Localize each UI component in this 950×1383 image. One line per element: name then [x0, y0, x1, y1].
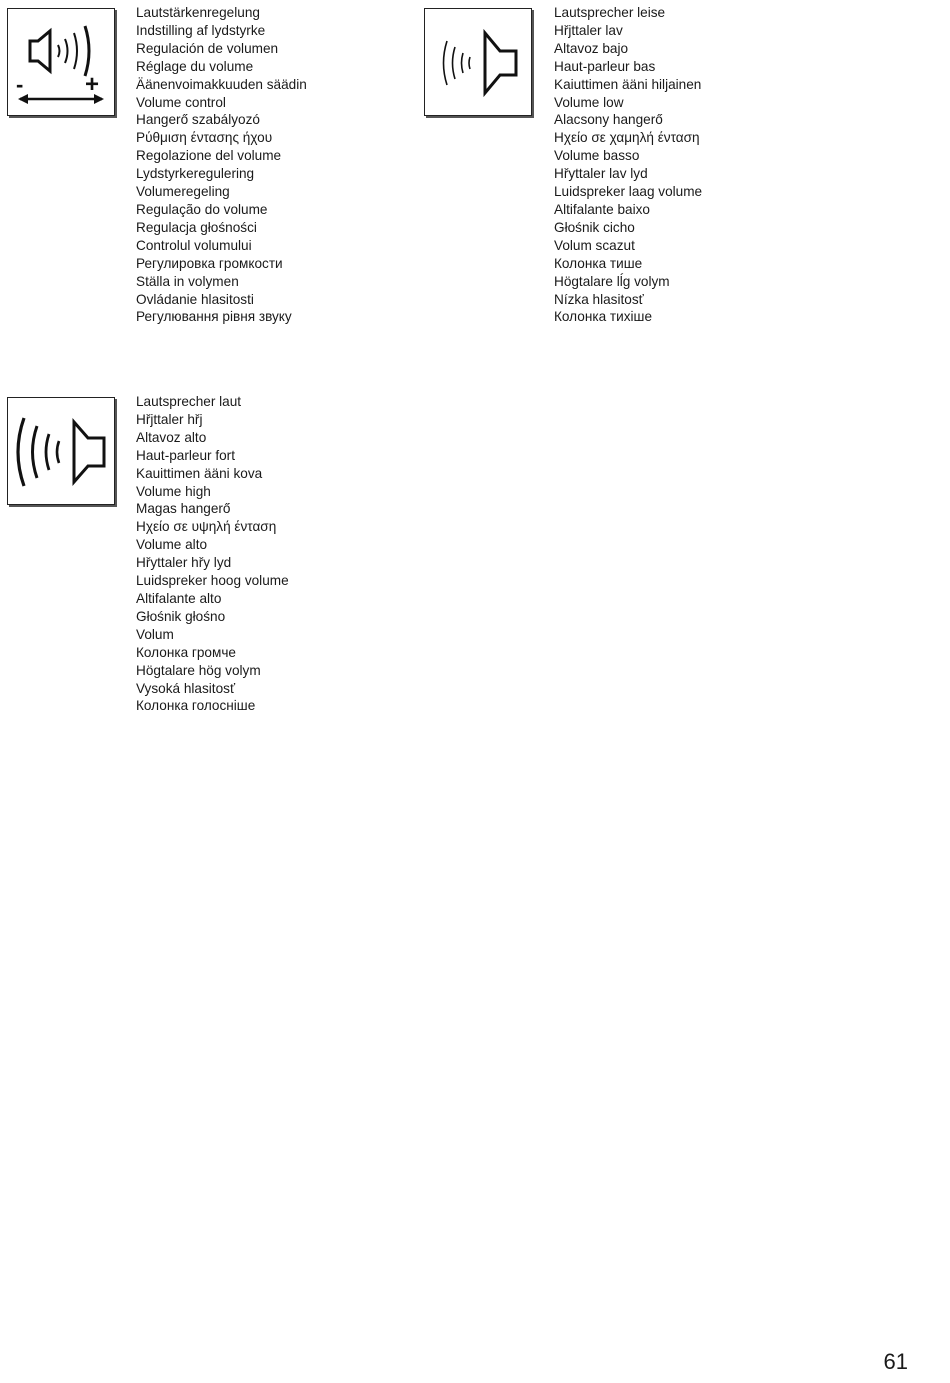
term: Hřyttaler lav lyd — [554, 166, 648, 182]
term: Volume high — [136, 483, 211, 499]
term: Volum — [136, 626, 174, 642]
term: Regulacja głośności — [136, 219, 257, 235]
term: Regulación de volumen — [136, 40, 279, 56]
term: Luidspreker laag volume — [554, 184, 703, 200]
volume-control-icon — [8, 9, 114, 115]
term: Haut-parleur fort — [136, 447, 235, 463]
page-number: 61 — [883, 1349, 908, 1374]
term: Колонка тише — [554, 255, 643, 271]
term-list-speaker-low — [554, 4, 702, 326]
term: Volume basso — [554, 148, 640, 164]
term: Volume control — [136, 94, 226, 110]
term: Högtalare lĺg volym — [554, 273, 670, 289]
term: Volum scazut — [554, 237, 635, 253]
term: Lydstyrkeregulering — [136, 166, 255, 182]
term: Hangerő szabályozó — [136, 112, 260, 128]
term: Altavoz bajo — [554, 40, 629, 56]
term: Регулювання рівня звуку — [136, 309, 292, 325]
term: Ηχείο σε υψηλή ένταση — [136, 519, 277, 535]
term: Ovládanie hlasitosti — [136, 291, 254, 307]
term: Lautsprecher leise — [554, 5, 666, 20]
term: Äänenvoimakkuuden säädin — [136, 76, 307, 92]
volume-control-symbol — [7, 8, 115, 116]
term: Regulação do volume — [136, 201, 268, 217]
term: Altifalante alto — [136, 590, 222, 606]
term: Volumeregeling — [136, 184, 230, 200]
term: Volume low — [554, 94, 624, 110]
speaker-high-icon — [8, 398, 114, 504]
term: Réglage du volume — [136, 58, 254, 74]
term: Lautstärkenregelung — [136, 5, 260, 20]
term-list-volume-control — [136, 4, 307, 326]
term: Głośnik cicho — [554, 219, 635, 235]
term-list-speaker-high — [136, 393, 289, 715]
term: Hřjttaler lav — [554, 22, 623, 38]
term: Колонка громче — [136, 644, 236, 660]
minus-sign: - — [16, 72, 24, 97]
speaker-low-symbol — [424, 8, 532, 116]
term: Altifalante baixo — [554, 201, 650, 217]
term: Kaiuttimen ääni hiljainen — [554, 76, 702, 92]
term: Altavoz alto — [136, 429, 207, 445]
term: Kauittimen ääni kova — [136, 465, 263, 481]
speaker-high-symbol — [7, 397, 115, 505]
term: Ηχείο σε χαμηλή ένταση — [554, 130, 700, 146]
term: Nízka hlasitosť — [554, 291, 644, 307]
term: Ρύθμιση έντασης ήχου — [136, 130, 273, 146]
term: Luidspreker hoog volume — [136, 573, 289, 589]
term: Controlul volumului — [136, 237, 252, 253]
term: Głośnik głośno — [136, 608, 226, 624]
term: Indstilling af lydstyrke — [136, 22, 266, 38]
term: Högtalare hög volym — [136, 662, 261, 678]
term: Magas hangerő — [136, 501, 231, 517]
term: Vysoká hlasitosť — [136, 680, 236, 696]
term: Regolazione del volume — [136, 148, 282, 164]
term: Регулировка громкости — [136, 255, 283, 271]
term: Lautsprecher laut — [136, 394, 242, 409]
term: Volume alto — [136, 537, 208, 553]
term: Alacsony hangerő — [554, 112, 663, 128]
term: Hřyttaler hřy lyd — [136, 555, 232, 571]
term: Hřjttaler hřj — [136, 411, 203, 427]
plus-sign: + — [85, 71, 100, 98]
term: Колонка тихіше — [554, 309, 653, 325]
term: Haut-parleur bas — [554, 58, 656, 74]
speaker-low-icon — [425, 9, 531, 115]
term: Ställa in volymen — [136, 273, 239, 289]
term: Колонка голосніше — [136, 698, 256, 714]
